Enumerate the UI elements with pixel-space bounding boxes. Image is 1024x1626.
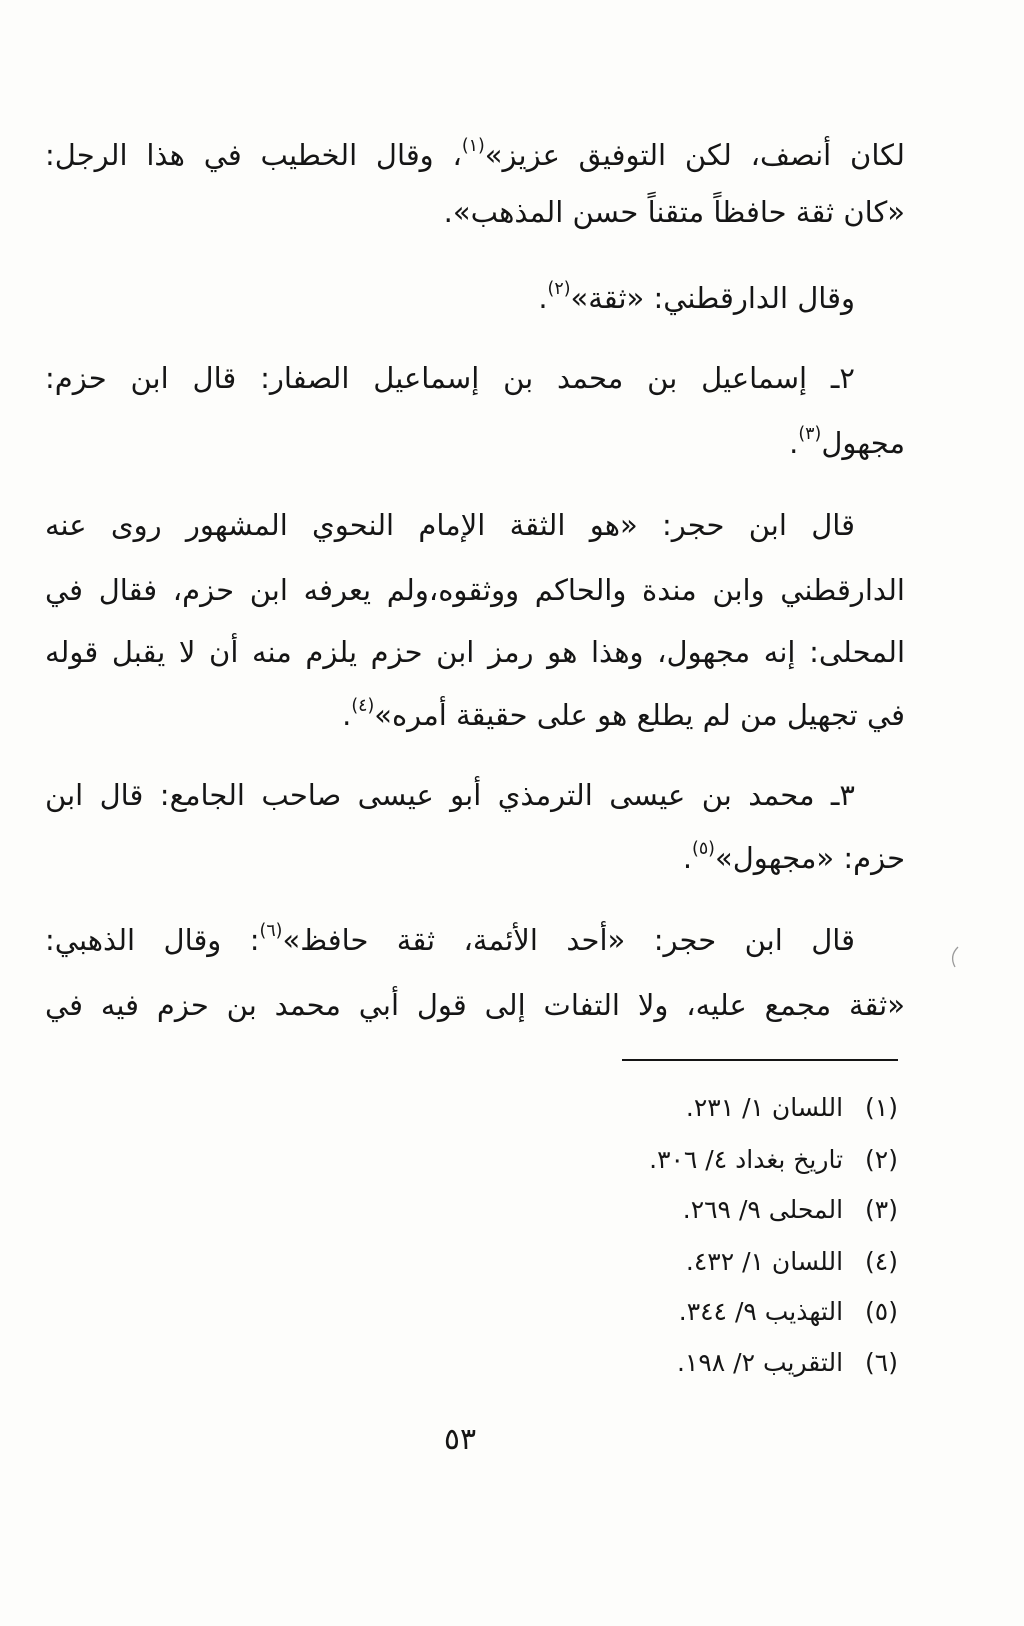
line-text: . bbox=[789, 426, 799, 460]
line-text: في تجهيل من لم يطلع هو على حقيقة أمره» bbox=[374, 698, 905, 732]
text-line-4 bbox=[45, 348, 855, 408]
line-text: لكان أنصف، لكن التوفيق عزيز» bbox=[484, 138, 905, 172]
footnote-3 bbox=[683, 1185, 898, 1235]
line-text: ، وقال الخطيب في هذا الرجل: bbox=[45, 138, 462, 172]
text-line-5 bbox=[45, 413, 905, 473]
text-line-2 bbox=[45, 182, 905, 242]
text-line-1 bbox=[45, 125, 905, 185]
footnote-5 bbox=[679, 1287, 898, 1337]
footnote-separator bbox=[622, 1059, 898, 1061]
line-text: الدارقطني وابن مندة والحاكم ووثقوه،ولم يعرفه ابن حزم، فقال في bbox=[45, 573, 905, 607]
footnote-ref-4: (٤) bbox=[351, 696, 375, 717]
line-text: قال ابن حجر: «هو الثقة الإمام النحوي المشهور روى عنه bbox=[45, 508, 855, 542]
line-text: . bbox=[342, 698, 352, 732]
scan-speck bbox=[946, 944, 962, 970]
text-line-10 bbox=[45, 765, 855, 825]
line-text: «كان ثقة حافظاً متقناً حسن المذهب». bbox=[443, 195, 905, 229]
line-text: وقال الدارقطني: «ثقة» bbox=[570, 281, 855, 315]
footnote-2 bbox=[649, 1135, 898, 1185]
footnote-number: (٢) bbox=[865, 1145, 898, 1174]
text-line-12 bbox=[45, 910, 855, 970]
footnote-text: اللسان ١/ ٢٣١. bbox=[685, 1093, 844, 1122]
text-line-7 bbox=[45, 560, 905, 620]
footnote-text: التقريب ٢/ ١٩٨. bbox=[676, 1348, 844, 1377]
line-text: : وقال الذهبي: bbox=[45, 923, 260, 957]
text-line-6 bbox=[45, 495, 855, 555]
line-text: «ثقة مجمع عليه، ولا التفات إلى قول أبي محمد بن حزم فيه في bbox=[45, 988, 905, 1022]
footnote-text: التهذيب ٩/ ٣٤٤. bbox=[678, 1297, 844, 1326]
footnote-ref-6: (٦) bbox=[259, 921, 283, 942]
footnote-number: (٤) bbox=[865, 1247, 898, 1276]
footnote-text: تاريخ بغداد ٤/ ٣٠٦. bbox=[649, 1145, 844, 1174]
text-line-8 bbox=[45, 622, 905, 682]
line-text: حزم: «مجهول» bbox=[714, 841, 905, 875]
line-text: . bbox=[538, 281, 548, 315]
line-text: . bbox=[682, 841, 693, 875]
footnote-ref-1: (١) bbox=[461, 136, 485, 157]
footnote-4 bbox=[686, 1237, 898, 1287]
footnote-6 bbox=[677, 1338, 898, 1388]
text-line-3 bbox=[45, 268, 855, 328]
text-line-11 bbox=[45, 828, 905, 888]
line-text: ٣ـ محمد بن عيسى الترمذي أبو عيسى صاحب الجامع: قال ابن bbox=[45, 778, 855, 812]
footnote-number: (٥) bbox=[865, 1297, 898, 1326]
footnote-text: اللسان ١/ ٤٣٢. bbox=[685, 1247, 844, 1276]
footnote-number: (٦) bbox=[865, 1348, 898, 1377]
footnote-ref-5: (٥) bbox=[692, 839, 715, 860]
line-text: قال ابن حجر: «أحد الأئمة، ثقة حافظ» bbox=[282, 923, 855, 957]
line-text: ٢ـ إسماعيل بن محمد بن إسماعيل الصفار: قال ابن حزم: bbox=[45, 361, 855, 395]
footnote-number: (٣) bbox=[865, 1195, 898, 1224]
text-line-13 bbox=[45, 975, 905, 1035]
footnote-text: المحلى ٩/ ٢٦٩. bbox=[682, 1195, 844, 1224]
footnote-ref-2: (٢) bbox=[547, 279, 571, 300]
footnote-1 bbox=[686, 1083, 898, 1133]
text-line-9 bbox=[45, 685, 905, 745]
footnote-number: (١) bbox=[865, 1093, 898, 1122]
footnote-ref-3: (٣) bbox=[798, 424, 822, 445]
line-text: مجهول bbox=[821, 426, 905, 460]
page-number: ٥٣ bbox=[443, 1422, 477, 1457]
line-text: المحلى: إنه مجهول، وهذا هو رمز ابن حزم يلزم منه أن لا يقبل قوله bbox=[45, 635, 905, 669]
